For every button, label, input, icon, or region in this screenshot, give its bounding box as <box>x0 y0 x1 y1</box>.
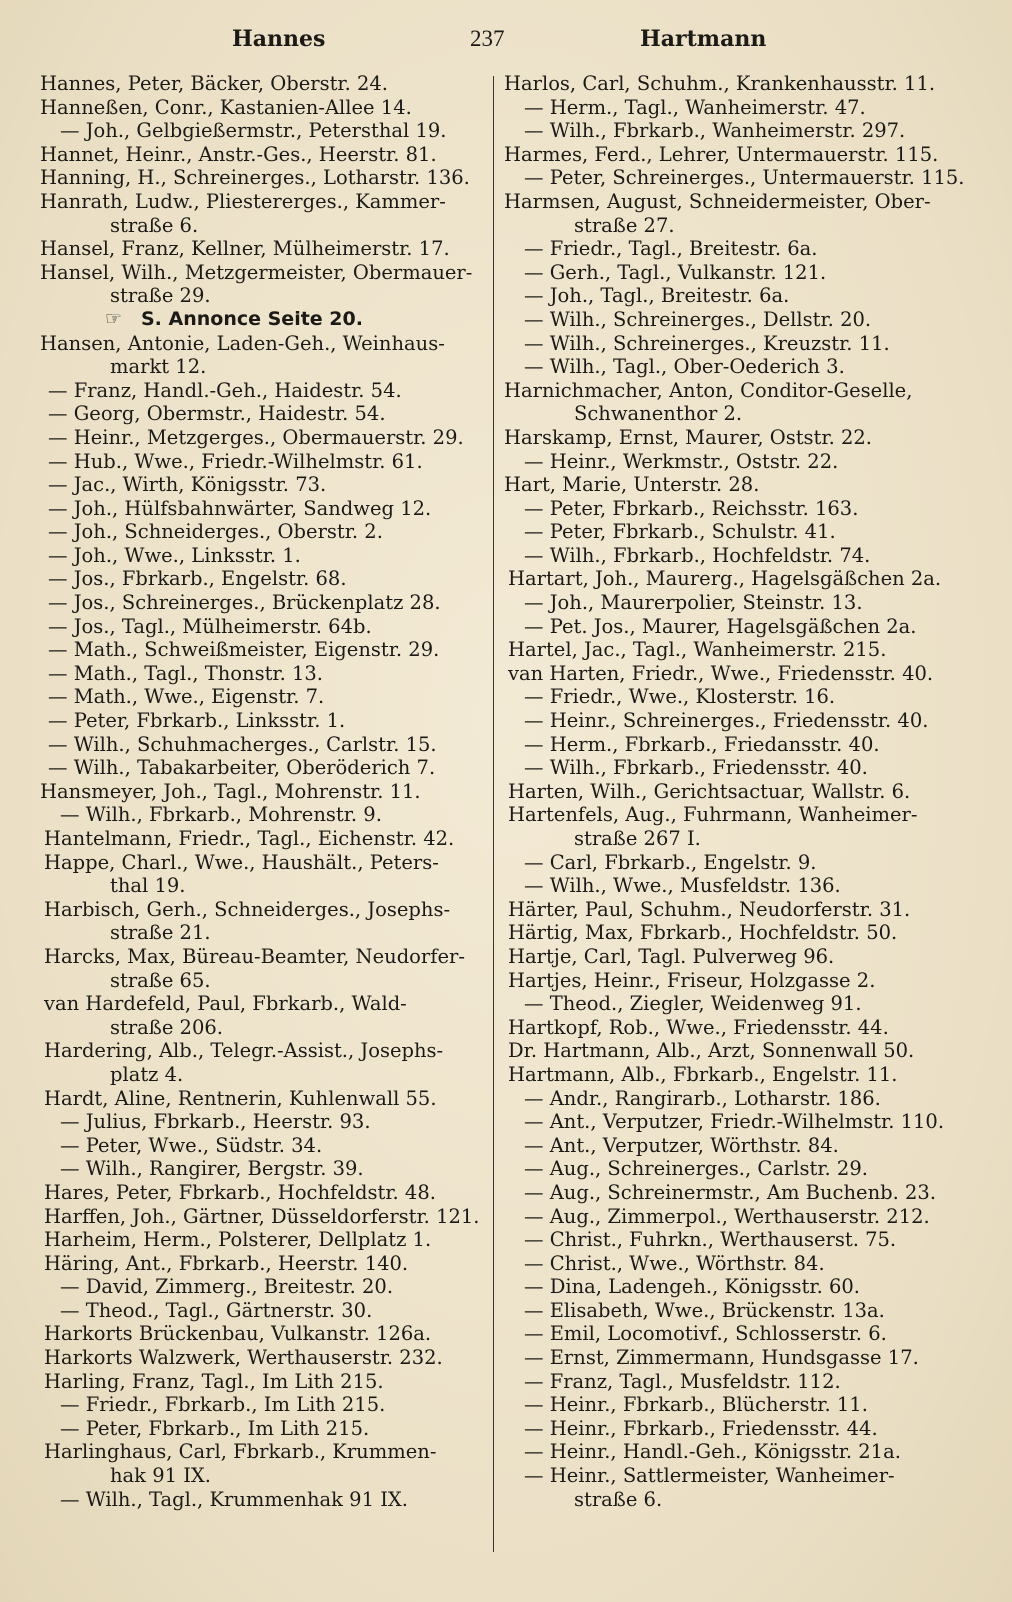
right-entry-line <box>504 733 928 757</box>
right-entry-line <box>504 921 928 945</box>
right-entry-line <box>504 308 928 332</box>
left-entry-line <box>40 662 475 686</box>
right-entry-text: van Harten, Friedr., Wwe., Friedensstr. 40. <box>508 661 934 685</box>
right-entry-text: — Wilh., Fbrkarb., Hochfeldstr. 74. <box>524 543 871 567</box>
left-entry-text: — Joh., Schneiderges., Oberstr. 2. <box>48 520 383 544</box>
right-entry-text: Hartel, Jac., Tagl., Wanheimerstr. 215. <box>508 638 887 662</box>
left-entry-text: — Math., Wwe., Eigenstr. 7. <box>48 685 325 709</box>
right-entry-line <box>504 567 942 591</box>
left-entry-text: — Wilh., Tagl., Krummenhak 91 IX. <box>60 1487 408 1511</box>
left-entry-line <box>40 1157 475 1181</box>
right-entry-line <box>504 497 928 521</box>
left-entry-text: straße 206. <box>110 1015 223 1039</box>
left-entry-line <box>40 1110 475 1134</box>
right-entry-text: Dr. Hartmann, Alb., Arzt, Sonnenwall 50. <box>508 1039 915 1063</box>
left-entry-text: Hantelmann, Friedr., Tagl., Eichenstr. 42. <box>44 827 455 850</box>
right-entry-line <box>504 96 928 120</box>
left-entry-line <box>40 1134 475 1158</box>
right-entry-text: — Peter, Schreinerges., Untermauerstr. 115. <box>524 166 965 190</box>
right-entry-text: — Christ., Fuhrkn., Werthauserst. 75. <box>524 1228 897 1252</box>
right-entry-text: straße 27. <box>574 213 675 237</box>
left-entry-line <box>40 450 475 474</box>
right-entry-line <box>504 450 928 474</box>
right-entry-line <box>504 261 928 285</box>
left-entry-line <box>40 1370 475 1394</box>
right-entry-line <box>504 898 928 922</box>
left-entry-line <box>40 379 475 403</box>
left-entry-text: — Peter, Fbrkarb., Linksstr. 1. <box>48 709 346 733</box>
right-entry-text: — Aug., Schreinerges., Carlstr. 29. <box>524 1157 868 1181</box>
left-entry-line <box>40 591 475 615</box>
left-entry-line <box>40 520 475 544</box>
header-left-keyword: Hannes <box>232 26 326 52</box>
left-entry-text: — Peter, Fbrkarb., Im Lith 215. <box>60 1416 370 1440</box>
left-entry-line <box>40 1181 475 1205</box>
left-entry-text: straße 29. <box>110 284 211 308</box>
left-entry-line <box>40 1440 475 1464</box>
right-entry-text: — Ant., Verputzer, Friedr.-Wilhelmstr. 110. <box>524 1110 945 1134</box>
left-entry-text: Hanneßen, Conr., Kastanien-Allee 14. <box>40 95 412 119</box>
left-entry-line <box>40 497 475 521</box>
left-entry-text: Harlinghaus, Carl, Fbrkarb., Krummen- <box>44 1440 437 1464</box>
column-divider <box>493 76 494 1552</box>
left-entry-text: — Hub., Wwe., Friedr.-Wilhelmstr. 61. <box>48 449 423 473</box>
right-column <box>504 72 965 1511</box>
right-entry-line <box>504 709 928 733</box>
left-entry-line <box>40 615 475 639</box>
left-entry-line <box>40 355 475 379</box>
left-column <box>40 72 480 1511</box>
left-entry-line <box>40 166 475 190</box>
left-entry-text: Hansel, Franz, Kellner, Mülheimerstr. 17. <box>40 237 450 261</box>
right-entry-text: — Joh., Tagl., Breitestr. 6a. <box>524 284 790 308</box>
right-entry-text: — Theod., Ziegler, Weidenweg 91. <box>524 992 862 1016</box>
left-entry-line <box>40 1016 475 1040</box>
right-entry-line <box>504 1039 928 1063</box>
left-entry-line <box>40 1488 475 1512</box>
right-entry-text: — Heinr., Werkmstr., Oststr. 22. <box>524 449 839 473</box>
right-entry-line <box>504 284 928 308</box>
left-entry-line <box>40 1063 475 1087</box>
left-entry-line <box>40 214 475 238</box>
left-entry-line <box>40 1252 475 1276</box>
left-entry-text: Harkorts Walzwerk, Werthauserstr. 232. <box>44 1346 443 1370</box>
left-entry-text: — Friedr., Fbrkarb., Im Lith 215. <box>60 1393 386 1417</box>
left-entry-text: straße 21. <box>110 921 211 945</box>
right-entry-text: — Andr., Rangirarb., Lotharstr. 186. <box>524 1086 881 1110</box>
right-entry-line <box>504 426 928 450</box>
right-entry-line <box>504 1134 928 1158</box>
right-entry-line <box>504 355 928 379</box>
right-entry-text: — Wilh., Schreinerges., Kreuzstr. 11. <box>524 331 890 355</box>
left-entry-text: hak 91 IX. <box>110 1464 211 1488</box>
left-entry-line <box>40 190 475 214</box>
left-entry-line <box>40 1275 475 1299</box>
left-entry-text: — Math., Schweißmeister, Eigenstr. 29. <box>48 638 440 662</box>
right-entry-text: — Elisabeth, Wwe., Brückenstr. 13a. <box>524 1298 885 1322</box>
left-entry-text: straße 65. <box>110 968 211 992</box>
right-entry-line <box>504 992 928 1016</box>
left-entry-line <box>40 72 475 96</box>
right-entry-line <box>504 189 931 214</box>
right-entry-text: straße 6. <box>574 1487 663 1511</box>
right-entry-text: — Ernst, Zimmermann, Hundsgasse 17. <box>524 1346 919 1370</box>
right-entry-text: — Dina, Ladengeh., Königsstr. 60. <box>524 1275 860 1299</box>
right-entry-text: — Pet. Jos., Maurer, Hagelsgäßchen 2a. <box>524 614 917 638</box>
left-entry-line <box>40 756 475 780</box>
left-entry-line <box>40 827 475 851</box>
left-entry-text: Harling, Franz, Tagl., Im Lith 215. <box>44 1369 384 1393</box>
right-entry-line <box>504 402 928 426</box>
left-entry-line <box>40 1417 475 1441</box>
right-entry-line <box>504 1063 928 1087</box>
right-entry-text: — Wilh., Wwe., Musfeldstr. 136. <box>524 874 841 898</box>
left-entry-text: straße 6. <box>110 213 199 237</box>
left-entry-text: Hardering, Alb., Telegr.-Assist., Josephs- <box>44 1039 444 1063</box>
left-entry-text: — Jos., Schreinerges., Brückenplatz 28. <box>48 591 441 615</box>
left-entry-text: — Wilh., Tabakarbeiter, Oberöderich 7. <box>48 756 436 780</box>
left-entry-line <box>40 96 475 120</box>
right-entry-text: Härtig, Max, Fbrkarb., Hochfeldstr. 50. <box>508 921 898 945</box>
header-right-keyword: Hartmann <box>640 26 767 52</box>
left-entry-text: Harcks, Max, Büreau-Beamter, Neudorfer- <box>44 944 465 968</box>
left-entry-line <box>40 119 475 143</box>
left-entry-text: Harffen, Joh., Gärtner, Düsseldorferstr. 121. <box>44 1204 480 1228</box>
right-entry-line <box>504 473 928 497</box>
right-entry-text: Harmes, Ferd., Lehrer, Untermauerstr. 115. <box>504 142 939 166</box>
right-entry-text: — Aug., Schreinermstr., Am Buchenb. 23. <box>524 1180 937 1204</box>
right-entry-text: — Heinr., Fbrkarb., Friedensstr. 44. <box>524 1416 878 1440</box>
right-entry-text: — Wilh., Tagl., Ober-Oederich 3. <box>524 355 845 379</box>
left-entry-line <box>40 969 475 993</box>
right-entry-line <box>504 1464 928 1488</box>
right-entry-text: Harmsen, August, Schneidermeister, Ober- <box>504 189 931 213</box>
left-entry-text: S. Annonce Seite 20. <box>141 307 363 330</box>
left-entry-line <box>40 261 475 285</box>
right-entry-text: — Heinr., Fbrkarb., Blücherstr. 11. <box>524 1393 868 1417</box>
right-entry-line <box>504 142 939 167</box>
left-entry-text: — Joh., Wwe., Linksstr. 1. <box>48 543 301 567</box>
left-entry-line <box>40 638 475 662</box>
right-entry-text: Hartenfels, Aug., Fuhrmann, Wanheimer- <box>508 803 918 827</box>
left-entry-line <box>40 685 475 709</box>
left-entry-line <box>40 874 475 898</box>
left-entry-text: Hansmeyer, Joh., Tagl., Mohrenstr. 11. <box>40 779 421 803</box>
right-entry-line <box>504 874 928 898</box>
left-entry-text: Harkorts Brückenbau, Vulkanstr. 126a. <box>44 1322 432 1346</box>
left-entry-line <box>40 733 475 757</box>
right-entry-line <box>504 756 928 780</box>
right-entry-text: — Friedr., Wwe., Klosterstr. 16. <box>524 685 836 709</box>
left-entry-line <box>40 402 475 426</box>
right-entry-line <box>504 803 928 827</box>
right-entry-text: — Friedr., Tagl., Breitestr. 6a. <box>524 237 818 261</box>
left-entry-line <box>40 709 475 733</box>
right-entry-text: — Aug., Zimmerpol., Werthauserstr. 212. <box>524 1204 930 1228</box>
left-entry-line <box>40 237 475 261</box>
left-entry-line <box>40 1299 475 1323</box>
left-entry-text: — Jos., Fbrkarb., Engelstr. 68. <box>48 567 347 591</box>
right-entry-line <box>504 1110 945 1134</box>
left-entry-line <box>40 426 475 450</box>
right-entry-text: Harnichmacher, Anton, Conditor-Geselle, <box>504 378 913 402</box>
right-entry-text: Hartart, Joh., Maurerg., Hagelsgäßchen 2a. <box>508 567 942 591</box>
right-entry-text: — Wilh., Fbrkarb., Wanheimerstr. 297. <box>524 119 906 143</box>
right-entry-text: — Franz, Tagl., Musfeldstr. 112. <box>524 1369 841 1393</box>
left-entry-line <box>40 1228 475 1252</box>
right-entry-line <box>504 332 928 356</box>
left-entry-text: Hansen, Antonie, Laden-Geh., Weinhaus- <box>40 331 445 355</box>
right-entry-line <box>504 685 928 709</box>
right-entry-line <box>504 638 928 662</box>
right-entry-text: — Emil, Locomotivf., Schlosserstr. 6. <box>524 1322 887 1346</box>
left-entry-line <box>40 1464 475 1488</box>
left-entry-line <box>40 898 475 922</box>
left-entry-text: — Joh., Hülfsbahnwärter, Sandweg 12. <box>48 496 432 520</box>
left-entry-line <box>40 1393 475 1417</box>
right-entry-text: — Carl, Fbrkarb., Engelstr. 9. <box>524 850 817 874</box>
right-entry-line <box>504 1087 928 1111</box>
left-entry-text: — Theod., Tagl., Gärtnerstr. 30. <box>60 1298 373 1322</box>
page-number: 237 <box>470 26 505 51</box>
left-entry-text: — Heinr., Metzgerges., Obermauerstr. 29. <box>48 425 464 449</box>
right-entry-text: — Ant., Verputzer, Wörthstr. 84. <box>524 1133 839 1157</box>
left-entry-line <box>40 1346 475 1370</box>
right-entry-text: Schwanenthor 2. <box>574 402 743 426</box>
left-entry-line <box>40 945 475 969</box>
right-entry-text: Hartjes, Heinr., Friseur, Holzgasse 2. <box>508 968 876 992</box>
left-entry-text: markt 12. <box>110 355 207 379</box>
right-entry-text: Harlos, Carl, Schuhm., Krankenhausstr. 11. <box>504 72 936 95</box>
left-entry-line <box>40 1322 475 1346</box>
right-entry-text: — Heinr., Sattlermeister, Wanheimer- <box>524 1464 895 1488</box>
left-entry-line <box>40 1039 475 1063</box>
right-entry-text: — Peter, Fbrkarb., Reichsstr. 163. <box>524 496 859 520</box>
right-entry-line <box>504 1228 928 1252</box>
right-entry-line <box>504 544 928 568</box>
right-entry-text: — Wilh., Fbrkarb., Friedensstr. 40. <box>524 756 868 780</box>
right-entry-line <box>504 72 936 96</box>
right-entry-text: — Peter, Fbrkarb., Schulstr. 41. <box>524 520 836 544</box>
right-entry-line <box>504 119 928 143</box>
right-entry-line <box>504 1275 928 1299</box>
left-entry-text: Häring, Ant., Fbrkarb., Heerstr. 140. <box>44 1251 409 1275</box>
right-entry-text: Hart, Marie, Unterstr. 28. <box>504 473 760 497</box>
right-entry-line <box>504 166 965 190</box>
right-entry-line <box>504 851 928 875</box>
right-entry-line <box>504 1440 928 1464</box>
right-entry-text: Harten, Wilh., Gerichtsactuar, Wallstr. 6. <box>508 779 911 803</box>
right-entry-text: — Wilh., Schreinerges., Dellstr. 20. <box>524 307 872 331</box>
left-entry-line <box>40 332 475 356</box>
right-entry-line <box>504 827 928 851</box>
left-entry-text: van Hardefeld, Paul, Fbrkarb., Wald- <box>44 992 407 1016</box>
right-entry-line <box>504 379 928 403</box>
right-entry-line <box>504 1180 937 1205</box>
left-entry-text: Hannet, Heinr., Anstr.-Ges., Heerstr. 81. <box>40 142 437 166</box>
right-entry-text: Harskamp, Ernst, Maurer, Oststr. 22. <box>504 425 872 449</box>
right-entry-line <box>504 1322 928 1346</box>
left-entry-text: Hanning, H., Schreinerges., Lotharstr. 136. <box>40 166 470 190</box>
left-entry-text: platz 4. <box>110 1062 184 1086</box>
left-entry-text: Hardt, Aline, Rentnerin, Kuhlenwall 55. <box>44 1086 437 1110</box>
left-entry-text: Hansel, Wilh., Metzgermeister, Obermauer- <box>40 260 473 284</box>
right-entry-line <box>504 661 934 686</box>
left-entry-line <box>40 1204 480 1229</box>
pointing-hand-icon: ☞ <box>105 307 123 330</box>
right-entry-line <box>504 1346 928 1370</box>
left-entry-line <box>40 803 475 827</box>
right-entry-text: Härter, Paul, Schuhm., Neudorferstr. 31. <box>508 897 911 921</box>
left-entry-text: Hanrath, Ludw., Pliestererges., Kammer- <box>40 189 446 213</box>
right-entry-line <box>504 1157 928 1181</box>
left-entry-text: Harbisch, Gerh., Schneiderges., Josephs- <box>44 897 451 921</box>
right-entry-line <box>504 1488 928 1512</box>
left-entry-text: — Julius, Fbrkarb., Heerstr. 93. <box>60 1110 371 1134</box>
left-entry-text: Hares, Peter, Fbrkarb., Hochfeldstr. 48. <box>44 1180 436 1204</box>
left-entry-text: thal 19. <box>110 874 186 898</box>
left-entry-text: — Georg, Obermstr., Haidestr. 54. <box>48 402 386 426</box>
left-entry-line <box>40 544 475 568</box>
left-entry-text: Harheim, Herm., Polsterer, Dellplatz 1. <box>44 1228 432 1252</box>
right-entry-line <box>504 1393 928 1417</box>
left-entry-line <box>40 921 475 945</box>
right-entry-text: straße 267 I. <box>574 827 701 850</box>
right-entry-line <box>504 520 928 544</box>
right-entry-text: — Herm., Tagl., Wanheimerstr. 47. <box>524 95 866 119</box>
right-entry-line <box>504 214 928 238</box>
right-entry-line <box>504 780 928 804</box>
left-entry-text: Happe, Charl., Wwe., Haushält., Peters- <box>44 850 439 874</box>
right-entry-line <box>504 969 928 993</box>
right-entry-line <box>504 237 928 261</box>
left-entry-text: — Wilh., Fbrkarb., Mohrenstr. 9. <box>60 803 382 827</box>
right-entry-text: Hartje, Carl, Tagl. Pulverweg 96. <box>508 944 835 968</box>
left-entry-line <box>40 780 475 804</box>
right-entry-text: Hartmann, Alb., Fbrkarb., Engelstr. 11. <box>508 1062 898 1086</box>
right-entry-line <box>504 1370 928 1394</box>
left-entry-line <box>40 567 475 591</box>
right-entry-line <box>504 1252 928 1276</box>
left-entry-text: — Jac., Wirth, Königsstr. 73. <box>48 473 327 497</box>
right-entry-line <box>504 615 928 639</box>
right-entry-line <box>504 1205 928 1229</box>
left-entry-line <box>40 851 475 875</box>
right-entry-text: — Christ., Wwe., Wörthstr. 84. <box>524 1251 825 1275</box>
left-entry-line <box>40 284 475 308</box>
left-entry-text: — Math., Tagl., Thonstr. 13. <box>48 661 324 685</box>
left-entry-text: — Franz, Handl.-Geh., Haidestr. 54. <box>48 378 402 402</box>
right-entry-text: — Heinr., Schreinerges., Friedensstr. 40. <box>524 709 929 733</box>
left-entry-line <box>40 473 475 497</box>
page-header <box>0 26 1012 60</box>
right-entry-line <box>504 1016 928 1040</box>
left-entry-text: — Joh., Gelbgießermstr., Petersthal 19. <box>60 119 447 143</box>
left-entry-text: Hannes, Peter, Bäcker, Oberstr. 24. <box>40 72 389 95</box>
left-entry-text: — Wilh., Rangirer, Bergstr. 39. <box>60 1157 364 1181</box>
left-entry-text: — Jos., Tagl., Mülheimerstr. 64b. <box>48 614 372 638</box>
left-entry-line <box>40 1087 475 1111</box>
left-entry-text: — David, Zimmerg., Breitestr. 20. <box>60 1275 394 1299</box>
right-entry-line <box>504 1417 928 1441</box>
left-entry-line <box>40 143 475 167</box>
left-entry-line <box>40 992 475 1016</box>
right-entry-text: Hartkopf, Rob., Wwe., Friedensstr. 44. <box>508 1015 889 1039</box>
right-entry-line <box>504 591 928 615</box>
right-entry-text: — Heinr., Handl.-Geh., Königsstr. 21a. <box>524 1440 901 1464</box>
right-entry-text: — Gerh., Tagl., Vulkanstr. 121. <box>524 260 827 284</box>
right-entry-line <box>504 945 928 969</box>
left-entry-line <box>40 308 475 332</box>
left-entry-text: — Peter, Wwe., Südstr. 34. <box>60 1133 323 1157</box>
right-entry-text: — Joh., Maurerpolier, Steinstr. 13. <box>524 591 863 615</box>
right-entry-text: — Herm., Fbrkarb., Friedansstr. 40. <box>524 732 880 756</box>
right-entry-line <box>504 1299 928 1323</box>
left-entry-text: — Wilh., Schuhmacherges., Carlstr. 15. <box>48 732 437 756</box>
